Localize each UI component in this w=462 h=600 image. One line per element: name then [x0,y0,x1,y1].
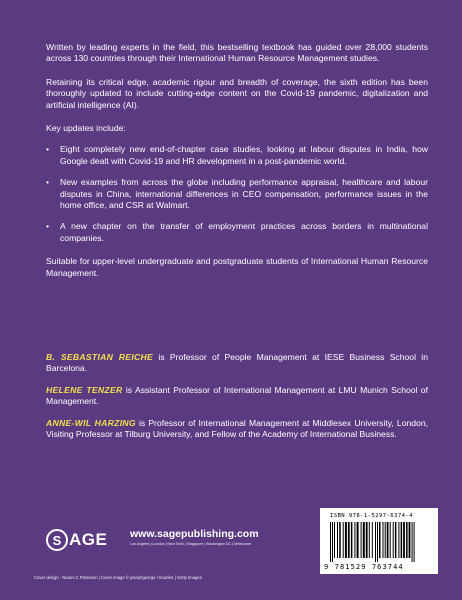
barcode-bar [330,522,331,562]
description-block [46,42,428,291]
isbn-barcode [320,508,438,574]
barcode-bar [383,522,384,558]
barcode-bar [366,522,368,558]
publisher-website[interactable]: www.sagepublishing.com [130,528,259,540]
bullet-icon: • [46,177,50,188]
author-bios [46,352,428,450]
author-description: is Professor of International Management at Middlesex University, London, Visiting Professor at Tilburg University, and Fellow of the Academy of International Business. [46,417,428,440]
barcode-bar [395,522,397,558]
barcode-bar [377,522,378,562]
key-updates-list [46,144,428,244]
author-description: is Assistant Professor of International Management at LMU Munich School of Management. [46,384,428,407]
barcode-bar [339,522,341,558]
author-bio [46,418,428,441]
barcode-bar [409,522,411,558]
barcode-bar [393,522,394,558]
publisher-cities: Los Angeles | London | New Delhi | Singapore | Washington DC | Melbourne [130,542,252,546]
barcode-bar [406,522,408,558]
list-item [46,221,428,244]
author-description: is Professor of People Management at IESE Business School in Barcelona. [46,352,428,374]
barcode-bar [387,522,389,558]
sage-logo [46,528,107,552]
barcode-bar [403,522,405,558]
list-item [46,177,428,211]
barcode-bar [401,522,403,558]
update-text: Eight completely new end-of-chapter case studies, looking at labour disputes in India, how Google dealt with Covid-19 and HR development in a post-pandemic world. [60,144,428,166]
update-text: A new chapter on the transfer of employment practices across borders in multinational companies. [60,221,428,243]
author-bio [46,385,428,408]
barcode-bar [337,522,338,558]
intro-paragraph: Written by leading experts in the field, this bestselling textbook has guided over 28,000 students across 130 countries through their International Human Resource Management studies. [46,42,428,64]
barcode-bar [357,522,359,558]
update-text: New examples from across the globe including performance appraisal, healthcare and labour disputes in China, international differences in CEO compensation, performance issues in the home office, and CSR at Walmart. [60,177,428,211]
barcode-bar [412,522,413,562]
barcode-bar [385,522,386,558]
barcode-bar [345,522,347,558]
barcode-bar [390,522,391,558]
author-bio [46,352,428,375]
author-name: ANNE-WIL HARZING [46,417,136,428]
barcode-bar [375,522,376,562]
isbn-label: ISBN 978-1-5297-6374-4 [330,513,413,519]
key-updates-heading: Key updates include: [46,123,126,134]
barcode-bar [343,522,344,558]
barcode-bar [351,522,353,558]
publisher-block [46,524,306,564]
logo-circle-icon: S [46,529,68,551]
author-name: B. SEBASTIAN REICHE [46,352,154,362]
bullet-icon: • [46,221,50,232]
barcode-digits: 9 781529 763744 [324,563,404,571]
author-name: HELENE TENZER [46,384,123,395]
barcode-bar [348,522,350,558]
audience-paragraph: Suitable for upper-level undergraduate and postgraduate students of International Human Resource Management. [46,256,428,278]
barcode-bar [398,522,399,558]
barcode-bar [363,522,365,558]
list-item [46,144,428,167]
bullet-icon: • [46,144,50,155]
barcode-bar [361,522,362,558]
logo-wordmark: AGE [69,530,108,549]
barcode-bar [332,522,333,562]
barcode-bar [369,522,370,558]
barcode-bar [414,522,415,562]
barcode-bars [328,522,430,562]
barcode-bar [354,522,355,558]
barcode-bar [379,522,381,558]
barcode-bar [334,522,335,558]
edition-paragraph: Retaining its critical edge, academic rigour and breadth of coverage, the sixth edition has been thoroughly updated to include cutting-edge content on the Covid-19 pandemic, digitalization and artificial intelligence (AI). [46,76,428,110]
cover-credits: Cover design - Naomi C Robinson | Cover image © josephgeorge / Imazins | Getty Images [34,575,202,580]
barcode-bar [372,522,373,558]
